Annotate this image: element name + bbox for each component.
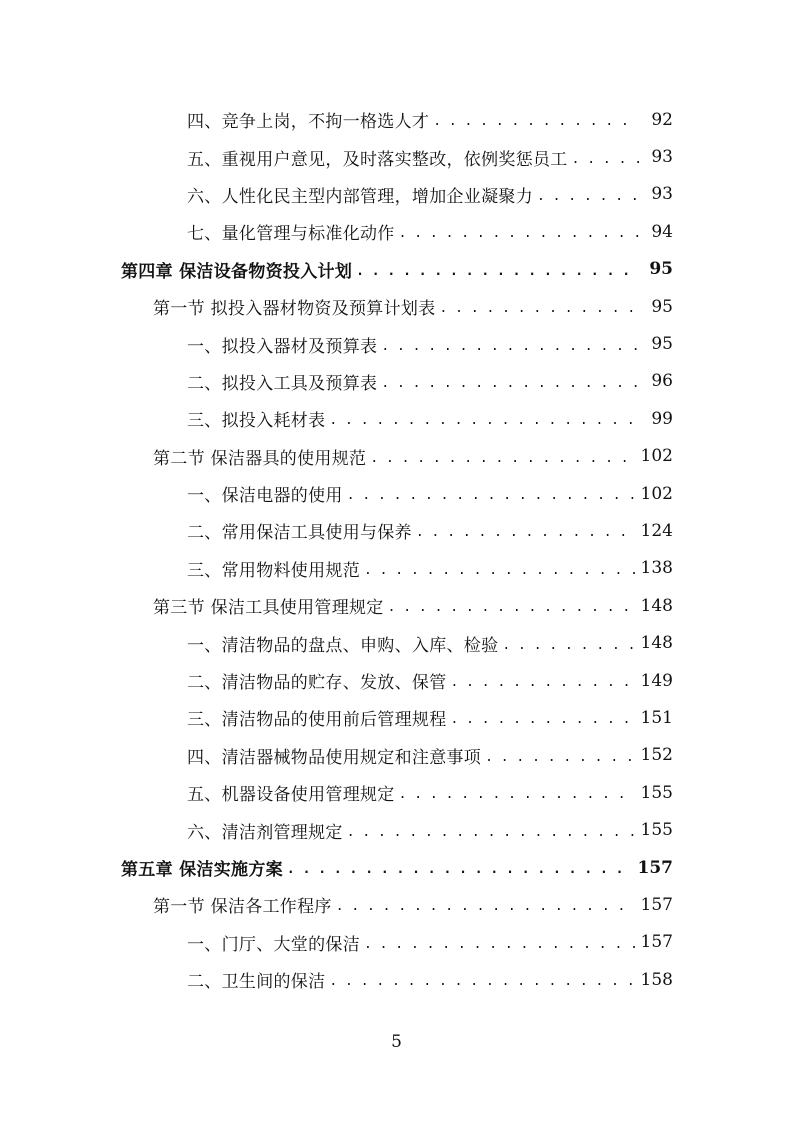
- dot-leader: [329, 413, 639, 428]
- dot-leader: [451, 675, 635, 690]
- toc-entry[interactable]: [0, 662, 673, 699]
- toc-entry[interactable]: [0, 624, 673, 661]
- toc-entry-page: 96: [651, 371, 673, 392]
- toc-entry-page: 152: [640, 745, 673, 766]
- toc-entry-page: 155: [640, 820, 673, 841]
- dot-leader: [440, 301, 639, 316]
- dot-leader: [433, 114, 639, 129]
- dot-leader: [336, 899, 635, 914]
- toc-entry-title: 六、清洁剂管理规定: [187, 822, 343, 843]
- toc-entry-page: 102: [640, 483, 673, 504]
- toc-entry-title: 三、拟投入耗材表: [187, 411, 326, 432]
- dot-leader: [572, 152, 639, 167]
- toc-entry-title: 五、机器设备使用管理规定: [187, 785, 395, 806]
- dot-leader: [537, 189, 639, 204]
- table-of-contents: [0, 101, 793, 998]
- toc-entry-title: 一、拟投入器材及预算表: [187, 336, 378, 357]
- toc-chapter-entry[interactable]: [0, 849, 673, 886]
- toc-chapter-entry[interactable]: [0, 251, 673, 288]
- toc-entry-page: 99: [651, 408, 673, 429]
- dot-leader: [399, 787, 635, 802]
- toc-entry[interactable]: [0, 924, 673, 961]
- toc-entry-title: 三、清洁物品的使用前后管理规程: [187, 710, 447, 731]
- toc-entry-title: 一、门厅、大堂的保洁: [187, 934, 360, 955]
- dot-leader: [451, 712, 635, 727]
- dot-leader: [381, 339, 639, 354]
- dot-leader: [287, 862, 632, 877]
- dot-leader: [388, 600, 635, 615]
- dot-leader: [347, 488, 635, 503]
- toc-section-entry[interactable]: [0, 886, 673, 923]
- toc-entry[interactable]: [0, 737, 673, 774]
- toc-entry-title: 二、拟投入工具及预算表: [187, 373, 378, 394]
- toc-entry-title: 四、清洁器械物品使用规定和注意事项: [187, 747, 482, 768]
- toc-entry-page: 138: [640, 558, 673, 579]
- toc-entry[interactable]: [0, 213, 673, 250]
- toc-entry[interactable]: [0, 400, 673, 437]
- toc-entry[interactable]: [0, 475, 673, 512]
- toc-entry-page: 94: [651, 221, 673, 242]
- toc-entry[interactable]: [0, 550, 673, 587]
- dot-leader: [347, 825, 635, 840]
- toc-entry-page: 157: [640, 894, 673, 915]
- toc-entry-page: 93: [651, 147, 673, 168]
- toc-section-entry[interactable]: [0, 587, 673, 624]
- toc-entry-page: 151: [640, 707, 673, 728]
- toc-entry-title: 第三节 保洁工具使用管理规定: [153, 598, 384, 619]
- toc-section-entry[interactable]: [0, 438, 673, 475]
- toc-entry-page: 148: [640, 595, 673, 616]
- toc-entry[interactable]: [0, 774, 673, 811]
- toc-entry-title: 一、保洁电器的使用: [187, 486, 343, 507]
- toc-entry-title: 第一节 保洁各工作程序: [153, 897, 332, 918]
- toc-entry-page: 155: [640, 782, 673, 803]
- dot-leader: [416, 525, 635, 540]
- toc-entry-title: 第五章 保洁实施方案: [121, 860, 283, 880]
- toc-entry[interactable]: [0, 512, 673, 549]
- toc-entry-page: 148: [640, 633, 673, 654]
- toc-entry-page: 158: [640, 969, 673, 990]
- dot-leader: [370, 451, 634, 466]
- toc-entry-title: 二、清洁物品的贮存、发放、保管: [187, 673, 447, 694]
- toc-section-entry[interactable]: [0, 288, 673, 325]
- toc-entry[interactable]: [0, 961, 673, 998]
- toc-entry-page: 157: [637, 857, 673, 878]
- dot-leader: [364, 937, 635, 952]
- toc-entry[interactable]: [0, 176, 673, 213]
- dot-leader: [329, 974, 634, 989]
- toc-entry-title: 二、常用保洁工具使用与保养: [187, 523, 412, 544]
- toc-entry-page: 124: [640, 520, 673, 541]
- dot-leader: [502, 638, 634, 653]
- toc-entry-title: 三、常用物料使用规范: [187, 560, 360, 581]
- toc-entry-title: 五、重视用户意见，及时落实整改，依例奖惩员工: [187, 149, 568, 170]
- toc-entry[interactable]: [0, 325, 673, 362]
- dot-leader: [356, 264, 639, 279]
- toc-entry[interactable]: [0, 138, 673, 175]
- toc-entry-page: 92: [651, 109, 673, 130]
- toc-entry-page: 157: [640, 932, 673, 953]
- toc-entry-title: 第一节 拟投入器材物资及预算计划表: [153, 299, 436, 320]
- toc-entry-title: 七、量化管理与标准化动作: [187, 224, 395, 245]
- toc-entry-title: 四、竞争上岗，不拘一格选人才: [187, 112, 430, 133]
- toc-entry-page: 95: [651, 296, 673, 317]
- toc-entry-page: 95: [649, 259, 673, 280]
- toc-entry-page: 149: [640, 670, 673, 691]
- toc-entry[interactable]: [0, 101, 673, 138]
- page-number: 5: [391, 1032, 402, 1052]
- toc-entry[interactable]: [0, 363, 673, 400]
- toc-entry-title: 第二节 保洁器具的使用规范: [153, 448, 367, 469]
- toc-entry-title: 二、卫生间的保洁: [187, 972, 326, 993]
- dot-leader: [364, 563, 635, 578]
- toc-entry-title: 一、清洁物品的盘点、申购、入库、检验: [187, 635, 499, 656]
- toc-entry-page: 102: [640, 446, 673, 467]
- toc-entry[interactable]: [0, 699, 673, 736]
- toc-entry-page: 93: [651, 184, 673, 205]
- dot-leader: [485, 750, 634, 765]
- dot-leader: [399, 226, 639, 241]
- toc-entry-page: 95: [651, 334, 673, 355]
- toc-entry[interactable]: [0, 811, 673, 848]
- toc-entry-title: 第四章 保洁设备物资投入计划: [121, 261, 353, 282]
- dot-leader: [381, 376, 639, 391]
- toc-entry-title: 六、人性化民主型内部管理，增加企业凝聚力: [187, 186, 533, 207]
